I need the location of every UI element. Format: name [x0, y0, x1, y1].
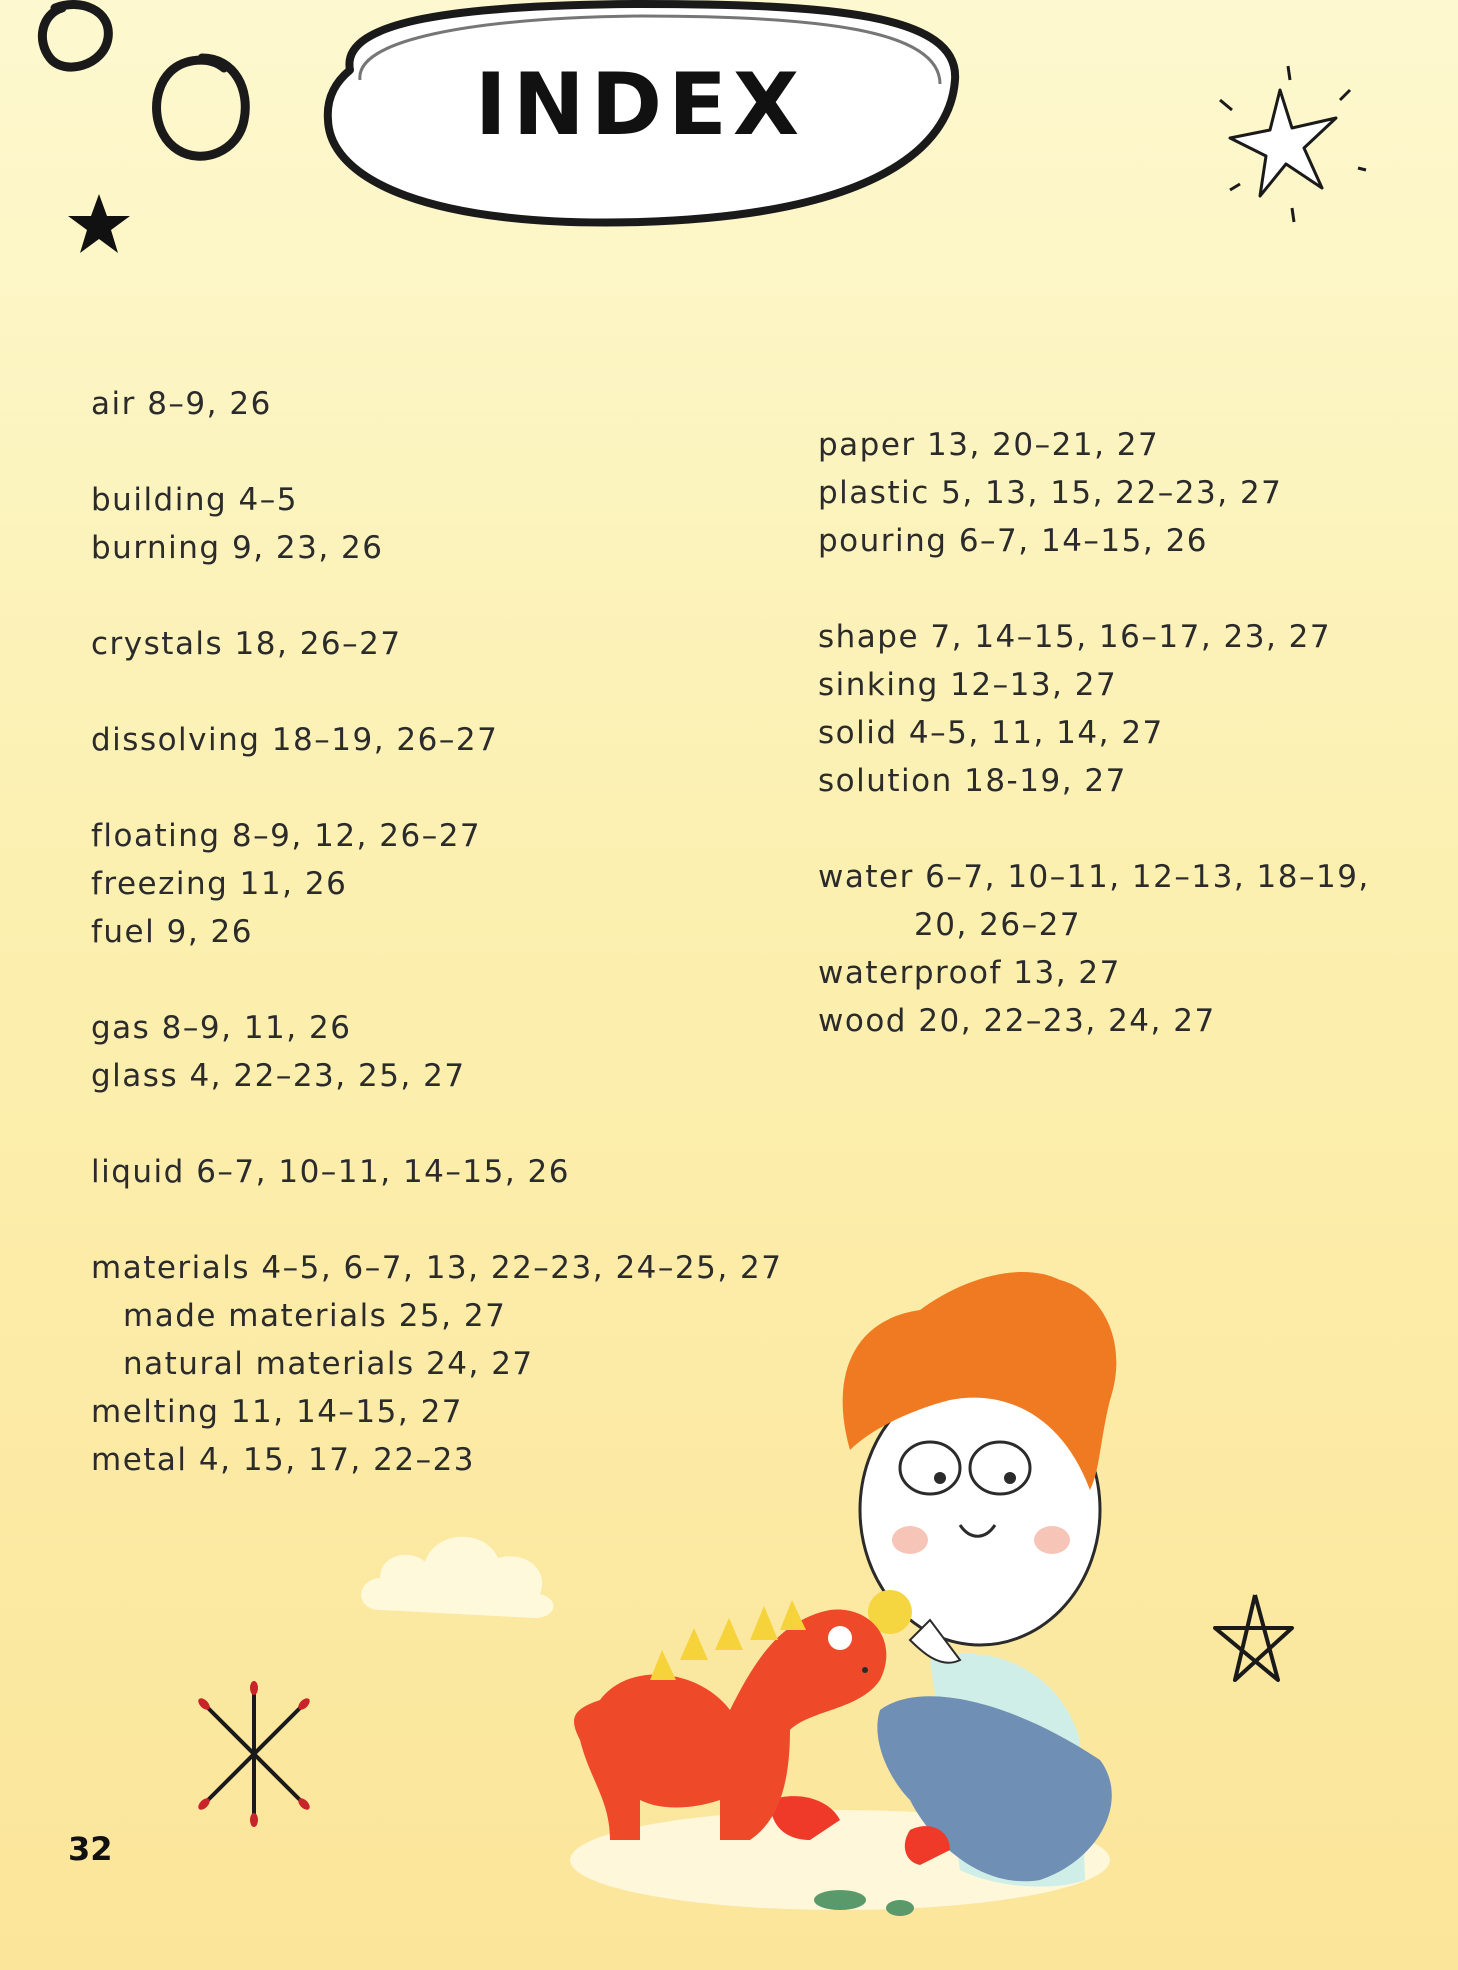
index-entry: fuel 9, 26 [91, 914, 253, 950]
index-entry: pouring 6–7, 14–15, 26 [818, 523, 1209, 559]
index-group [91, 1148, 783, 1196]
index-group [91, 380, 783, 428]
cloud-icon [350, 1510, 570, 1630]
index-entry: solid 4–5, 11, 14, 27 [818, 715, 1164, 751]
index-entry: 20, 26–27 [914, 907, 1082, 943]
star-outline-icon [1210, 60, 1370, 230]
index-group [91, 620, 783, 668]
index-group [818, 613, 1370, 805]
index-group [818, 853, 1370, 1045]
page-title: INDEX [474, 55, 806, 155]
index-right-column [818, 421, 1370, 1093]
index-entry: natural materials 24, 27 [123, 1346, 534, 1382]
index-entry: crystals 18, 26–27 [91, 626, 402, 662]
star-icon [64, 190, 134, 260]
index-entry: air 8–9, 26 [91, 386, 272, 422]
index-entry: glass 4, 22–23, 25, 27 [91, 1058, 466, 1094]
index-entry: water 6–7, 10–11, 12–13, 18–19, [818, 859, 1370, 895]
index-entry: plastic 5, 13, 15, 22–23, 27 [818, 475, 1283, 511]
index-entry: building 4–5 [91, 482, 298, 518]
index-entry: solution 18-19, 27 [818, 763, 1127, 799]
index-group [91, 476, 783, 572]
index-group [91, 716, 783, 764]
index-entry: melting 11, 14–15, 27 [91, 1394, 464, 1430]
asterisk-doodle-icon [180, 1680, 330, 1830]
index-entry: dissolving 18–19, 26–27 [91, 722, 499, 758]
circle-doodle-icon [20, 0, 130, 80]
index-entry: freezing 11, 26 [91, 866, 348, 902]
index-entry: materials 4–5, 6–7, 13, 22–23, 24–25, 27 [91, 1250, 783, 1286]
index-entry: paper 13, 20–21, 27 [818, 427, 1160, 463]
page-number: 32 [68, 1830, 113, 1868]
index-entry: made materials 25, 27 [123, 1298, 507, 1334]
index-entry: sinking 12–13, 27 [818, 667, 1118, 703]
index-group [91, 1004, 783, 1100]
index-entry: wood 20, 22–23, 24, 27 [818, 1003, 1216, 1039]
index-entry: burning 9, 23, 26 [91, 530, 384, 566]
boy-with-dinosaur-illustration [540, 1240, 1120, 1960]
pentagram-star-icon [1210, 1590, 1300, 1690]
index-group [818, 421, 1370, 565]
index-entry: liquid 6–7, 10–11, 14–15, 26 [91, 1154, 570, 1190]
index-entry: floating 8–9, 12, 26–27 [91, 818, 482, 854]
circle-doodle-icon [140, 50, 260, 170]
index-group [91, 812, 783, 956]
index-entry: shape 7, 14–15, 16–17, 23, 27 [818, 619, 1332, 655]
index-entry: metal 4, 15, 17, 22–23 [91, 1442, 476, 1478]
index-entry: gas 8–9, 11, 26 [91, 1010, 352, 1046]
index-entry: waterproof 13, 27 [818, 955, 1121, 991]
